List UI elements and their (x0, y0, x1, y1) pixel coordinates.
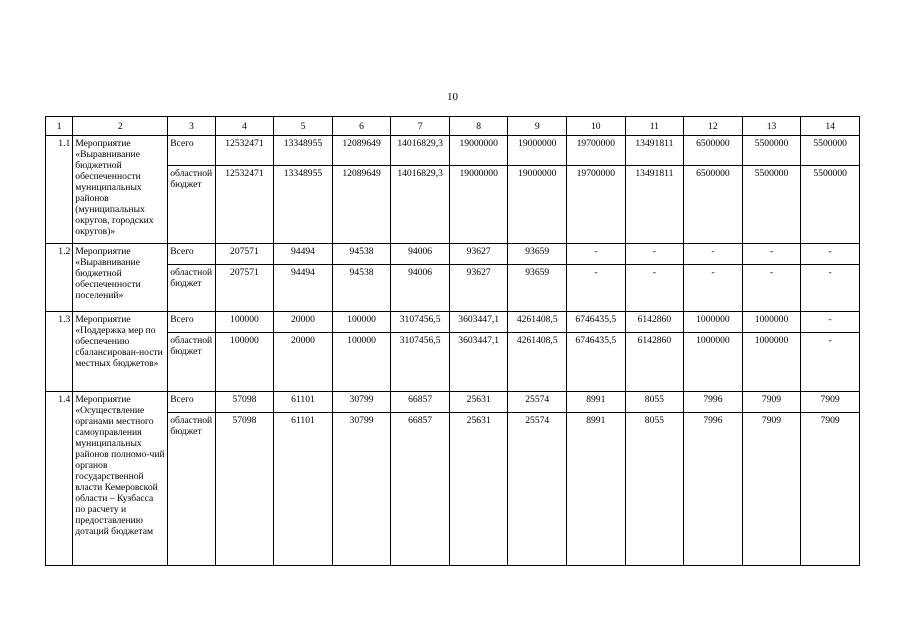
header-cell: 14 (801, 117, 860, 136)
value-cell: 3603447,1 (449, 333, 508, 392)
value-cell: 14016829,3 (391, 136, 450, 166)
value-cell: 100000 (332, 333, 391, 392)
value-cell: - (567, 265, 626, 312)
value-cell: 100000 (215, 333, 274, 392)
value-cell: 7996 (684, 392, 743, 413)
value-cell: 6500000 (684, 166, 743, 244)
value-cell: 12532471 (215, 166, 274, 244)
value-cell: - (742, 265, 801, 312)
value-cell: 19000000 (449, 166, 508, 244)
value-cell: - (625, 244, 684, 265)
header-cell: 8 (449, 117, 508, 136)
header-cell: 1 (46, 117, 73, 136)
header-cell: 11 (625, 117, 684, 136)
header-cell: 13 (742, 117, 801, 136)
value-cell: 3107456,5 (391, 312, 450, 333)
value-cell: 3107456,5 (391, 333, 450, 392)
value-cell: 12089649 (332, 136, 391, 166)
funding-source: областной бюджет (168, 333, 215, 392)
header-cell: 10 (567, 117, 626, 136)
value-cell: 8991 (567, 392, 626, 413)
value-cell: 25631 (449, 413, 508, 566)
value-cell: 1000000 (742, 333, 801, 392)
value-cell: 5500000 (801, 166, 860, 244)
table-row (46, 265, 860, 312)
value-cell: 25574 (508, 413, 567, 566)
value-cell: 94006 (391, 265, 450, 312)
measure-name: Мероприятие «Поддержка мер по обеспечению сбалансирован-ности местных бюджетов» (73, 312, 168, 392)
value-cell: 6142860 (625, 312, 684, 333)
value-cell: 7909 (742, 392, 801, 413)
value-cell: 8991 (567, 413, 626, 566)
funding-source: Всего (168, 244, 215, 265)
value-cell: 57098 (215, 392, 274, 413)
value-cell: 57098 (215, 413, 274, 566)
value-cell: 1000000 (684, 312, 743, 333)
measure-name: Мероприятие «Осуществление органами местного самоуправления муниципальных районов полномо-чий органов государственной власти Кемеровской области – Кузбасса по расчету и предоставлению дотаций бюджетам (73, 392, 168, 566)
value-cell: 19000000 (508, 136, 567, 166)
funding-source: областной бюджет (168, 413, 215, 566)
value-cell: 13491811 (625, 166, 684, 244)
table-row (46, 413, 860, 566)
value-cell: 13491811 (625, 136, 684, 166)
table-row (46, 166, 860, 244)
measure-name: Мероприятие «Выравнивание бюджетной обеспеченности поселений» (73, 244, 168, 312)
value-cell: 13348955 (274, 166, 333, 244)
header-cell: 2 (73, 117, 168, 136)
value-cell: 61101 (274, 413, 333, 566)
header-cell: 5 (274, 117, 333, 136)
value-cell: 25631 (449, 392, 508, 413)
value-cell: 6746435,5 (567, 333, 626, 392)
value-cell: - (801, 244, 860, 265)
measure-name: Мероприятие «Выравнивание бюджетной обеспеченности муниципальных районов (муниципальных округов, городских округов)» (73, 136, 168, 244)
value-cell: - (742, 244, 801, 265)
value-cell: 93659 (508, 244, 567, 265)
value-cell: 8055 (625, 413, 684, 566)
value-cell: 5500000 (801, 136, 860, 166)
value-cell: 94538 (332, 244, 391, 265)
value-cell: 61101 (274, 392, 333, 413)
value-cell: 94006 (391, 244, 450, 265)
value-cell: 93659 (508, 265, 567, 312)
header-cell: 9 (508, 117, 567, 136)
value-cell: 4261408,5 (508, 312, 567, 333)
table-row (46, 333, 860, 392)
value-cell: 7909 (742, 413, 801, 566)
value-cell: 1000000 (742, 312, 801, 333)
budget-table (45, 116, 860, 566)
row-index: 1.2 (46, 244, 73, 312)
value-cell: - (801, 333, 860, 392)
value-cell: 207571 (215, 244, 274, 265)
value-cell: - (684, 265, 743, 312)
table-row (46, 244, 860, 265)
table-row (46, 392, 860, 413)
header-cell: 6 (332, 117, 391, 136)
value-cell: 66857 (391, 413, 450, 566)
value-cell: 4261408,5 (508, 333, 567, 392)
table-row (46, 136, 860, 166)
value-cell: 1000000 (684, 333, 743, 392)
value-cell: 100000 (332, 312, 391, 333)
value-cell: - (801, 265, 860, 312)
value-cell: 7909 (801, 413, 860, 566)
value-cell: 94538 (332, 265, 391, 312)
value-cell: 25574 (508, 392, 567, 413)
value-cell: 100000 (215, 312, 274, 333)
value-cell: 207571 (215, 265, 274, 312)
value-cell: 66857 (391, 392, 450, 413)
value-cell: - (567, 244, 626, 265)
value-cell: 30799 (332, 413, 391, 566)
value-cell: 19000000 (508, 166, 567, 244)
value-cell: 94494 (274, 244, 333, 265)
value-cell: 19000000 (449, 136, 508, 166)
header-cell: 12 (684, 117, 743, 136)
funding-source: областной бюджет (168, 265, 215, 312)
value-cell: 19700000 (567, 166, 626, 244)
value-cell: 6500000 (684, 136, 743, 166)
funding-source: Всего (168, 136, 215, 166)
value-cell: 7909 (801, 392, 860, 413)
table-row (46, 312, 860, 333)
value-cell: 94494 (274, 265, 333, 312)
value-cell: 13348955 (274, 136, 333, 166)
value-cell: 6142860 (625, 333, 684, 392)
value-cell: 5500000 (742, 136, 801, 166)
funding-source: областной бюджет (168, 166, 215, 244)
value-cell: 30799 (332, 392, 391, 413)
value-cell: 3603447,1 (449, 312, 508, 333)
row-index: 1.4 (46, 392, 73, 566)
value-cell: 8055 (625, 392, 684, 413)
value-cell: 14016829,3 (391, 166, 450, 244)
header-cell: 7 (391, 117, 450, 136)
value-cell: - (684, 244, 743, 265)
value-cell: 19700000 (567, 136, 626, 166)
funding-source: Всего (168, 312, 215, 333)
value-cell: 93627 (449, 265, 508, 312)
value-cell: 6746435,5 (567, 312, 626, 333)
value-cell: 20000 (274, 312, 333, 333)
value-cell: 12089649 (332, 166, 391, 244)
value-cell: 93627 (449, 244, 508, 265)
header-cell: 4 (215, 117, 274, 136)
value-cell: 7996 (684, 413, 743, 566)
value-cell: - (625, 265, 684, 312)
row-index: 1.3 (46, 312, 73, 392)
value-cell: 12532471 (215, 136, 274, 166)
value-cell: - (801, 312, 860, 333)
funding-source: Всего (168, 392, 215, 413)
row-index: 1.1 (46, 136, 73, 244)
header-cell: 3 (168, 117, 215, 136)
page-number: 10 (447, 91, 458, 103)
value-cell: 20000 (274, 333, 333, 392)
value-cell: 5500000 (742, 166, 801, 244)
table-header-row (46, 117, 860, 136)
